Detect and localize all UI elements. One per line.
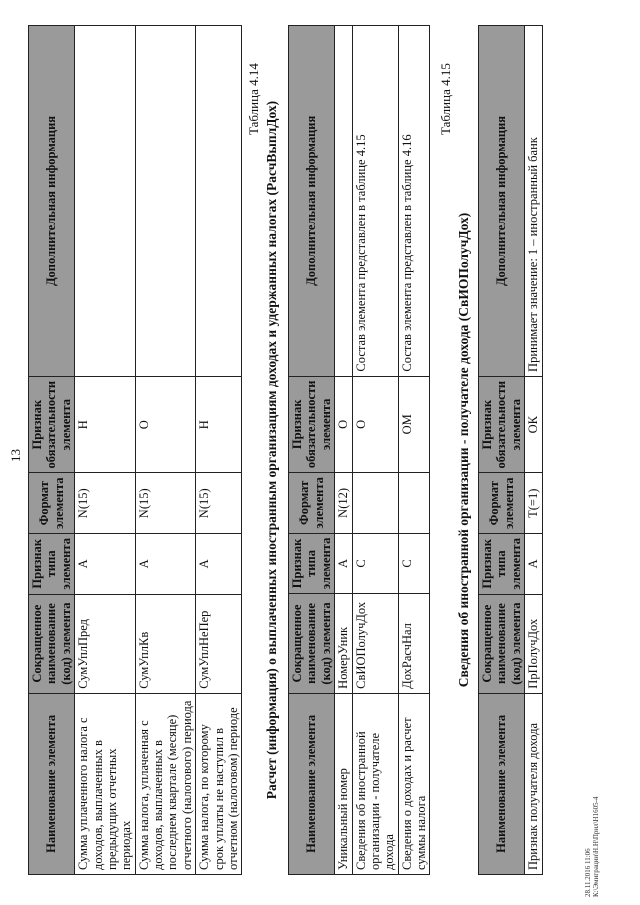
cell-info: Принимает значение: 1 – иностранный банк <box>525 26 542 377</box>
cell-format: N(15) <box>135 473 196 534</box>
cell-required: Н <box>196 376 242 473</box>
cell-code: ДохРасчНал <box>398 594 430 694</box>
cell-name: Сумма налога, уплаченная с доходов, выплаченных в последнем квартале (месяце) отчетного (налогового) периода <box>135 693 196 874</box>
header-cell: Признак типа элемента <box>479 534 525 595</box>
cell-name: Сведения об иностранной организации - получателе дохода <box>352 693 398 874</box>
table-4-14-caption: Расчет (информация) о выплаченных иностранным организациям доходах и удержанных налогах (РасчВыплДох) <box>264 100 279 800</box>
table-header-row <box>289 26 335 875</box>
cell-type: А <box>196 534 242 595</box>
footer-filepath: К:\Эмиграции\Н.Н\Прил\Н1605-4 <box>591 796 600 897</box>
header-cell: Признак обязательности элемента <box>479 376 525 473</box>
cell-code: СумУплПред <box>75 594 136 693</box>
table-header-row <box>479 26 525 875</box>
header-cell: Признак обязательности элемента <box>289 376 335 473</box>
header-cell: Дополнительная информация <box>29 26 75 377</box>
header-cell: Сокращенное наименование (код) элемента <box>479 594 525 693</box>
header-cell: Признак типа элемента <box>29 534 75 595</box>
cell-required: ОМ <box>398 376 430 473</box>
cell-name: Сумма налога, по которому срок уплаты не наступил в отчетном (налоговом) периоде <box>196 693 242 874</box>
table-row <box>398 26 430 875</box>
page-number: 13 <box>8 449 23 462</box>
cell-type: А <box>335 533 352 594</box>
table-row <box>75 26 136 875</box>
cell-code: НомерУник <box>335 594 352 694</box>
cell-format <box>398 473 430 534</box>
header-cell: Формат элемента <box>289 473 335 534</box>
cell-required: О <box>135 376 196 473</box>
header-cell: Формат элемента <box>479 473 525 534</box>
cell-format: N(15) <box>75 473 136 534</box>
cell-type: С <box>398 533 430 594</box>
header-cell: Наименование элемента <box>479 693 525 874</box>
cell-format <box>352 473 398 534</box>
cell-name: Сумма уплаченного налога с доходов, выплаченных в предыдущих отчетных периодах <box>75 693 136 874</box>
table-header-row <box>29 26 75 875</box>
cell-name: Уникальный номер <box>335 693 352 874</box>
table-top <box>28 25 242 875</box>
table-4-15 <box>478 25 543 875</box>
cell-type: А <box>135 534 196 595</box>
cell-name: Сведения о доходах и расчет суммы налога <box>398 693 430 874</box>
cell-type: С <box>352 533 398 594</box>
header-cell: Сокращенное наименование (код) элемента <box>29 594 75 693</box>
cell-info <box>335 26 352 377</box>
cell-info: Состав элемента представлен в таблице 4.15 <box>352 26 398 377</box>
cell-name: Признак получателя дохода <box>525 693 542 874</box>
header-cell: Наименование элемента <box>289 693 335 874</box>
cell-info: Состав элемента представлен в таблице 4.16 <box>398 26 430 377</box>
table-row <box>196 26 242 875</box>
header-cell: Формат элемента <box>29 473 75 534</box>
header-cell: Дополнительная информация <box>479 26 525 377</box>
cell-required: О <box>352 376 398 473</box>
cell-required: ОК <box>525 376 542 473</box>
cell-info <box>196 26 242 377</box>
table-row <box>135 26 196 875</box>
table-4-15-caption: Сведения об иностранной организации - получателе дохода (СвИОПолучДох) <box>456 212 471 688</box>
header-cell: Признак типа элемента <box>289 533 335 594</box>
cell-code: СумУплНеПер <box>196 594 242 693</box>
footer-print-info <box>585 797 600 897</box>
header-cell: Сокращенное наименование (код) элемента <box>289 594 335 694</box>
cell-required: Н <box>75 376 136 473</box>
table-4-14-label: Таблица 4.14 <box>246 63 261 135</box>
header-cell: Признак обязательности элемента <box>29 376 75 473</box>
cell-type: А <box>525 534 542 595</box>
cell-code: ПрПолучДох <box>525 594 542 693</box>
table-4-15-label: Таблица 4.15 <box>438 63 453 135</box>
table-row <box>525 26 542 875</box>
table-row <box>335 26 352 875</box>
table-4-14 <box>288 25 430 875</box>
cell-required: О <box>335 376 352 473</box>
cell-type: А <box>75 534 136 595</box>
cell-code: СвИОПолучДох <box>352 594 398 694</box>
cell-info <box>135 26 196 377</box>
cell-format: Т(=1) <box>525 473 542 534</box>
table-row <box>352 26 398 875</box>
header-cell: Наименование элемента <box>29 693 75 874</box>
footer-timestamp: 28.11.2016 11:06 <box>584 848 592 897</box>
cell-format: N(15) <box>196 473 242 534</box>
cell-code: СумУплКв <box>135 594 196 693</box>
header-cell: Дополнительная информация <box>289 26 335 377</box>
cell-format: N(12) <box>335 473 352 534</box>
cell-info <box>75 26 136 377</box>
